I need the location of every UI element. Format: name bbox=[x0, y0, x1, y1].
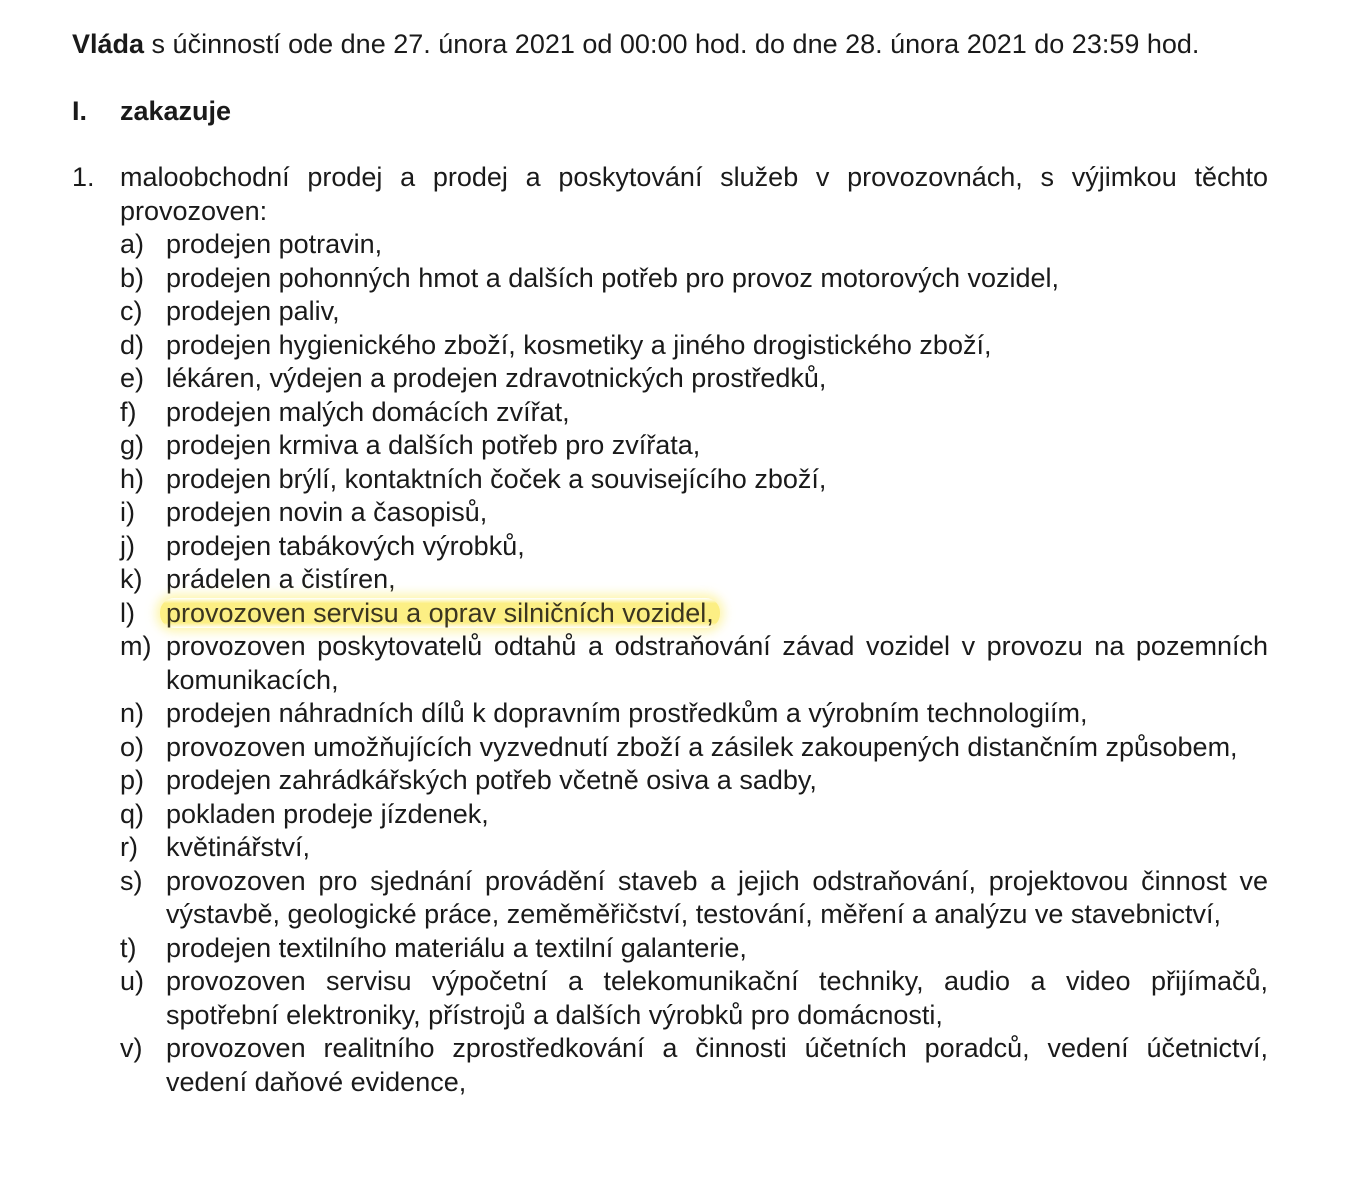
list-item-letter: b) bbox=[120, 262, 145, 293]
point-body bbox=[120, 161, 1268, 1099]
list-item bbox=[120, 831, 1268, 865]
section-title: zakazuje bbox=[120, 95, 232, 126]
list-item bbox=[120, 731, 1268, 765]
list-item bbox=[120, 932, 1268, 966]
list-item-letter: l) bbox=[120, 597, 135, 628]
list-item-letter: v) bbox=[120, 1033, 143, 1063]
list-item bbox=[120, 496, 1268, 530]
intro-subject: Vláda bbox=[72, 29, 145, 59]
list-item-text: prodejen tabákových výrobků, bbox=[166, 530, 525, 561]
list-item-letter: o) bbox=[120, 731, 145, 762]
list-item-letter: e) bbox=[120, 363, 145, 393]
list-item bbox=[120, 630, 1268, 697]
list-item-letter: s) bbox=[120, 865, 143, 896]
list-item-letter: p) bbox=[120, 765, 145, 795]
list-item-text: prodejen krmiva a dalších potřeb pro zvířata, bbox=[166, 430, 701, 460]
highlighted-text: provozoven servisu a oprav silničních vozidel, bbox=[160, 598, 720, 628]
list-item-letter: j) bbox=[120, 530, 135, 561]
list-item-text: prodejen novin a časopisů, bbox=[166, 497, 488, 527]
list-item-text: pokladen prodeje jízdenek, bbox=[166, 798, 489, 829]
list-item-text: květinářství, bbox=[166, 832, 311, 862]
list-item-text: provozoven umožňujících vyzvednutí zboží a zásilek zakoupených distančním způsobem, bbox=[166, 731, 1238, 762]
list-item-letter: t) bbox=[120, 932, 137, 963]
list-item bbox=[120, 262, 1268, 296]
list-item-letter: c) bbox=[120, 296, 143, 326]
list-item-text bbox=[166, 597, 1268, 631]
list-item bbox=[120, 329, 1268, 363]
list-item bbox=[120, 764, 1268, 798]
list-item-text: lékáren, výdejen a prodejen zdravotnických prostředků, bbox=[166, 363, 827, 393]
intro-paragraph bbox=[72, 28, 1268, 62]
list-item-letter: i) bbox=[120, 497, 135, 527]
list-item bbox=[120, 429, 1268, 463]
list-item-letter: m) bbox=[120, 631, 152, 661]
list-item bbox=[120, 463, 1268, 497]
list-item-text: provozoven realitního zprostředkování a činnosti účetních poradců, vedení účetnictví, vedení daňové evidence, bbox=[166, 1033, 1268, 1097]
list-item-letter: k) bbox=[120, 564, 143, 594]
document-page bbox=[72, 28, 1268, 1099]
list-item bbox=[120, 563, 1268, 597]
list-item bbox=[120, 396, 1268, 430]
list-item bbox=[120, 362, 1268, 396]
list-item bbox=[120, 865, 1268, 932]
list-item-letter: r) bbox=[120, 832, 138, 862]
list-item bbox=[120, 597, 1268, 631]
list-item-text: prodejen malých domácích zvířat, bbox=[166, 396, 570, 427]
list-item-letter: q) bbox=[120, 798, 145, 829]
list-item-letter: g) bbox=[120, 430, 145, 460]
intro-text: s účinností ode dne 27. února 2021 od 00:00 hod. do dne 28. února 2021 do 23:59 hod. bbox=[144, 29, 1200, 59]
list-item bbox=[120, 530, 1268, 564]
list-item-text: prodejen textilního materiálu a textilní galanterie, bbox=[166, 932, 747, 963]
list-item-text: prodejen hygienického zboží, kosmetiky a jiného drogistického zboží, bbox=[166, 329, 992, 360]
list-item-letter: u) bbox=[120, 966, 145, 996]
list-item bbox=[120, 228, 1268, 262]
list-item-text: prodejen paliv, bbox=[166, 296, 340, 326]
list-item-letter: h) bbox=[120, 463, 145, 494]
list-item-text: provozoven poskytovatelů odtahů a odstraňování závad vozidel v provozu na pozemních komunikacích, bbox=[166, 631, 1268, 695]
list-item-text: prodejen potravin, bbox=[166, 229, 383, 259]
point-text: maloobchodní prodej a prodej a poskytování služeb v provozovnách, s výjimkou těchto provozoven: bbox=[120, 162, 1268, 226]
point-number: 1. bbox=[72, 162, 95, 192]
exception-list bbox=[120, 228, 1268, 1099]
list-item-letter: f) bbox=[120, 396, 137, 427]
list-item-text: prádelen a čistíren, bbox=[166, 564, 396, 594]
list-item-text: prodejen brýlí, kontaktních čoček a souvisejícího zboží, bbox=[166, 463, 827, 494]
list-item-text: provozoven servisu výpočetní a telekomunikační techniky, audio a video přijímačů, spotřební elektroniky, přístrojů a dalších výrobků pro domácnosti, bbox=[166, 966, 1268, 1030]
point-1 bbox=[72, 161, 1268, 1099]
section-number: I. bbox=[72, 95, 88, 126]
list-item-letter: n) bbox=[120, 698, 145, 728]
list-item-letter: a) bbox=[120, 229, 145, 259]
list-item bbox=[120, 965, 1268, 1032]
list-item-text: prodejen pohonných hmot a dalších potřeb pro provoz motorových vozidel, bbox=[166, 262, 1060, 293]
list-item bbox=[120, 1032, 1268, 1099]
list-item-text: provozoven pro sjednání provádění staveb a jejich odstraňování, projektovou činnost ve výstavbě, geologické práce, zeměměřičství, testování, měření a analýzu ve stavebnictví, bbox=[166, 865, 1268, 929]
list-item bbox=[120, 798, 1268, 832]
list-item bbox=[120, 697, 1268, 731]
list-item-text: prodejen zahrádkářských potřeb včetně osiva a sadby, bbox=[166, 765, 817, 795]
list-item-letter: d) bbox=[120, 329, 145, 360]
list-item bbox=[120, 295, 1268, 329]
list-item-text: prodejen náhradních dílů k dopravním prostředkům a výrobním technologiím, bbox=[166, 698, 1088, 728]
section-heading bbox=[72, 95, 1268, 129]
